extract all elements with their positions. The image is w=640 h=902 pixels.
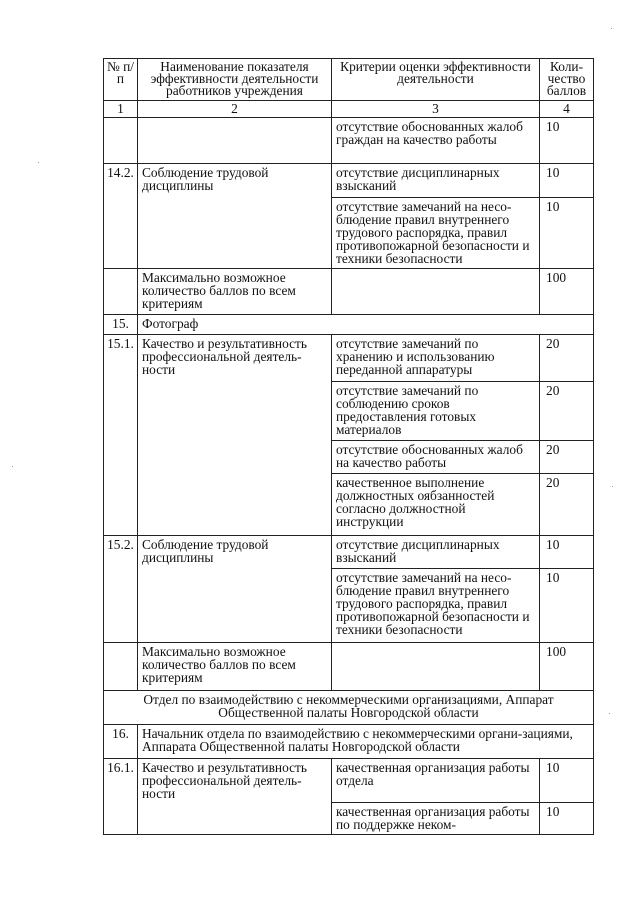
criterion-text: качественная организация работы по поддержке неком- xyxy=(332,803,540,835)
table-header-row xyxy=(104,59,594,101)
header-indicator: Наименование показателя эффективности деятельности работников учреждения xyxy=(138,59,332,101)
table-row xyxy=(104,268,594,314)
column-number-2: 2 xyxy=(138,101,332,118)
table-row xyxy=(104,569,594,643)
column-numbers-row xyxy=(104,101,594,118)
table-row xyxy=(104,803,594,835)
criterion-text: качественное выполнение должностных оябзанностей согласно должностной инструкции xyxy=(332,474,540,536)
score-value: 10 xyxy=(540,118,594,164)
criteria-table xyxy=(103,58,594,835)
score-value: 10 xyxy=(540,164,594,198)
indicator-name: Соблюдение трудовой дисциплины xyxy=(138,535,332,569)
table-row xyxy=(104,118,594,164)
criterion-text: отсутствие дисциплинарных взысканий xyxy=(332,535,540,569)
section-number: 16. xyxy=(104,724,138,758)
scan-speck xyxy=(38,162,39,163)
score-value: 20 xyxy=(540,382,594,441)
table-row xyxy=(104,164,594,198)
criterion-text: отсутствие обоснованных жалоб граждан на качество работы xyxy=(332,118,540,164)
table-row xyxy=(104,197,594,268)
indicator-name: Качество и результативность профессиональной деятель-ности xyxy=(138,758,332,803)
section-title: Фотограф xyxy=(138,314,594,334)
max-points-label: Максимально возможное количество баллов по всем критериям xyxy=(138,642,332,690)
scan-speck xyxy=(611,28,612,29)
max-points-label: Максимально возможное количество баллов по всем критериям xyxy=(138,268,332,314)
criterion-text: отсутствие замечаний на несо-блюдение правил внутреннего трудового распорядка, правил противопожарной безопасности и техники безопасности xyxy=(332,569,540,643)
section-row xyxy=(104,314,594,334)
scan-speck xyxy=(12,466,13,467)
row-number: 15.1. xyxy=(104,334,138,382)
criterion-text: отсутствие замечаний по соблюдению сроков предоставления готовых материалов xyxy=(332,382,540,441)
section-row xyxy=(104,724,594,758)
table-row xyxy=(104,334,594,382)
row-number: 16.1. xyxy=(104,758,138,803)
column-number-1: 1 xyxy=(104,101,138,118)
table-row xyxy=(104,474,594,536)
score-value: 10 xyxy=(540,569,594,643)
score-value: 20 xyxy=(540,474,594,536)
row-number: 14.2. xyxy=(104,164,138,198)
scan-speck xyxy=(612,486,613,487)
header-number: № п/п xyxy=(104,59,138,101)
score-value: 20 xyxy=(540,441,594,474)
criterion-text: отсутствие замечаний на несо-блюдение правил внутреннего трудового распорядка, правил противопожарной безопасности и техники безопасности xyxy=(332,197,540,268)
header-points: Коли-чество баллов xyxy=(540,59,594,101)
criterion-text: качественная организация работы отдела xyxy=(332,758,540,803)
scan-speck xyxy=(609,713,610,714)
table-row xyxy=(104,382,594,441)
header-criteria: Критерии оценки эффективности деятельности xyxy=(332,59,540,101)
table-row xyxy=(104,642,594,690)
column-number-3: 3 xyxy=(332,101,540,118)
score-value: 10 xyxy=(540,758,594,803)
max-points-value: 100 xyxy=(540,268,594,314)
score-value: 20 xyxy=(540,334,594,382)
criterion-text: отсутствие обоснованных жалоб на качество работы xyxy=(332,441,540,474)
section-number: 15. xyxy=(104,314,138,334)
department-title: Отдел по взаимодействию с некоммерческими организациями, Аппарат Общественной палаты Новгородской области xyxy=(104,690,594,724)
table-row xyxy=(104,535,594,569)
column-number-4: 4 xyxy=(540,101,594,118)
score-value: 10 xyxy=(540,535,594,569)
score-value: 10 xyxy=(540,803,594,835)
table-row xyxy=(104,758,594,803)
row-number: 15.2. xyxy=(104,535,138,569)
section-title: Начальник отдела по взаимодействию с некоммерческими органи-зациями, Аппарата Общественной палаты Новгородской области xyxy=(138,724,594,758)
indicator-name: Соблюдение трудовой дисциплины xyxy=(138,164,332,198)
score-value: 10 xyxy=(540,197,594,268)
criterion-text: отсутствие дисциплинарных взысканий xyxy=(332,164,540,198)
department-row xyxy=(104,690,594,724)
max-points-value: 100 xyxy=(540,642,594,690)
table-row xyxy=(104,441,594,474)
criterion-text: отсутствие замечаний по хранению и использованию переданной аппаратуры xyxy=(332,334,540,382)
indicator-name: Качество и результативность профессиональной деятель-ности xyxy=(138,334,332,382)
